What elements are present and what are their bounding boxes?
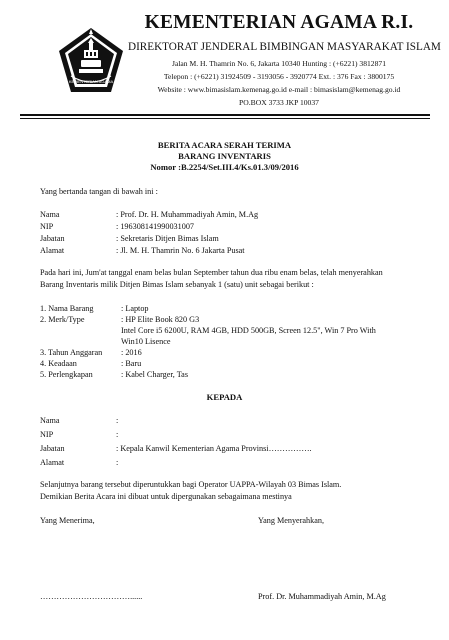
handover-paragraph-line: Barang Inventaris milik Ditjen Bimas Islam sebanyak 1 (satu) unit sebagai berikut : bbox=[40, 280, 314, 289]
logo-text: KEMENTERIAN AGAMA bbox=[68, 79, 114, 84]
ministry-name: KEMENTERIAN AGAMA R.I. bbox=[144, 12, 414, 33]
party2-label: NIP bbox=[40, 430, 54, 439]
item-value: : 2016 bbox=[121, 348, 142, 357]
item-value: : Kabel Charger, Tas bbox=[121, 370, 189, 379]
phone-line: Telepon : (+6221) 31924509 - 3193056 - 3920774 Ext. : 376 Fax : 3800175 bbox=[163, 72, 395, 81]
receiver-name: ……………………………...... bbox=[40, 592, 143, 601]
party1-value: : Sekretaris Ditjen Bimas Islam bbox=[116, 234, 219, 243]
party1-label: Nama bbox=[40, 210, 60, 219]
website-line: Website : www.bimasislam.kemenag.go.id e-mail : bimasislam@kemenag.go.id bbox=[157, 85, 401, 94]
item-value: : Baru bbox=[121, 359, 142, 368]
item-value: : Laptop bbox=[121, 304, 149, 313]
item-label: 5. Perlengkapan bbox=[40, 370, 93, 379]
ministry-logo bbox=[56, 26, 126, 96]
receiver-label: Yang Menerima, bbox=[40, 516, 95, 525]
intro-text: Yang bertanda tangan di bawah ini : bbox=[40, 187, 158, 196]
item-value: Win10 Lisence bbox=[121, 337, 171, 346]
header-divider-thin bbox=[20, 118, 430, 119]
kepada-heading: KEPADA bbox=[206, 392, 243, 402]
item-value: Intel Core i5 6200U, RAM 4GB, HDD 500GB, Screen 12.5", Win 7 Pro With bbox=[121, 326, 376, 335]
party2-value: : Kepala Kanwil Kementerian Agama Provinsi……………. bbox=[116, 444, 312, 453]
pobox-line: PO.BOX 3733 JKP 10037 bbox=[239, 98, 319, 107]
party1-value: : Jl. M. H. Thamrin No. 6 Jakarta Pusat bbox=[116, 246, 245, 255]
party1-label: NIP bbox=[40, 222, 54, 231]
closing-line: Selanjutnya barang tersebut diperuntukkan bagi Operator UAPPA-Wilayah 03 Bimas Islam. bbox=[40, 480, 342, 489]
item-label: 2. Merk/Type bbox=[40, 315, 85, 324]
giver-name: Prof. Dr. Muhammadiyah Amin, M.Ag bbox=[258, 592, 386, 601]
party1-label: Alamat bbox=[40, 246, 65, 255]
item-label: 1. Nama Barang bbox=[40, 304, 94, 313]
address-line: Jalan M. H. Thamrin No. 6, Jakarta 10340 Hunting : (+6221) 3812871 bbox=[172, 59, 386, 68]
party2-value: : bbox=[116, 458, 119, 467]
giver-label: Yang Menyerahkan, bbox=[258, 516, 325, 525]
party2-label: Alamat bbox=[40, 458, 65, 467]
item-value: : HP Elite Book 820 G3 bbox=[121, 315, 200, 324]
party2-label: Jabatan bbox=[40, 444, 65, 453]
handover-paragraph-line: Pada hari ini, Jum'at tanggal enam belas bulan September tahun dua ribu enam belas, telah menyerahkan bbox=[40, 268, 383, 277]
item-label: 4. Keadaan bbox=[40, 359, 77, 368]
doc-subtitle: BARANG INVENTARIS bbox=[178, 151, 271, 161]
directorate-name: DIREKTORAT JENDERAL BIMBINGAN MASYARAKAT ISLAM bbox=[128, 41, 441, 53]
header-divider-thick bbox=[20, 114, 430, 116]
party2-value: : bbox=[116, 416, 119, 425]
doc-title: BERITA ACARA SERAH TERIMA bbox=[157, 140, 292, 150]
closing-line: Demikian Berita Acara ini dibuat untuk dipergunakan sebagaimana mestinya bbox=[40, 492, 292, 501]
item-label: 3. Tahun Anggaran bbox=[40, 348, 103, 357]
party1-label: Jabatan bbox=[40, 234, 65, 243]
doc-number: Nomor :B.2254/Set.III.4/Ks.01.3/09/2016 bbox=[150, 162, 299, 172]
party2-label: Nama bbox=[40, 416, 60, 425]
party1-value: : Prof. Dr. H. Muhammadiyah Amin, M.Ag bbox=[116, 210, 259, 219]
party1-value: : 196308141990031007 bbox=[116, 222, 195, 231]
party2-value: : bbox=[116, 430, 119, 439]
